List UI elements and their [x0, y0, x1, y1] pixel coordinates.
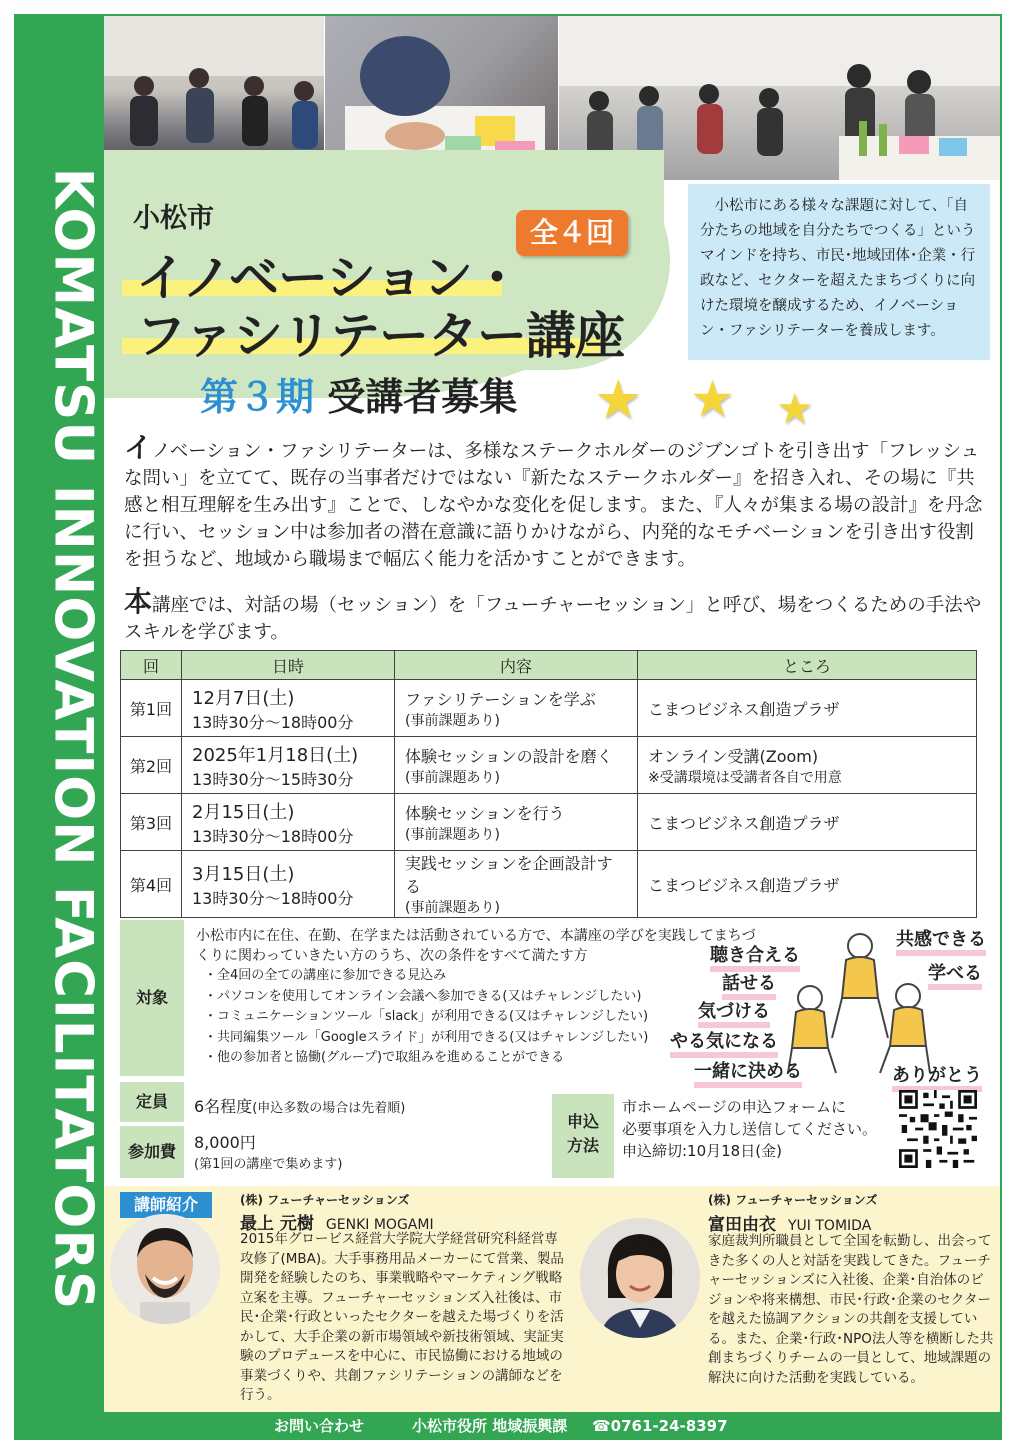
target-conditions — [196, 966, 696, 1069]
session-count-badge: 全４回 — [516, 210, 628, 256]
capacity-info — [194, 1094, 405, 1117]
session-datetime — [182, 851, 395, 918]
lecturer-tag: 講師紹介 — [120, 1192, 212, 1218]
list-item: ・ 共同編集ツール「Googleスライド」が利用できる(又はチャレンジしたい) — [196, 1028, 696, 1049]
lecturer-1-name-en: GENKI MOGAMI — [325, 1217, 434, 1233]
col-header-num: 回 — [121, 651, 182, 680]
fee-label: 参加費 — [120, 1126, 184, 1178]
star-icon: ★ — [594, 368, 643, 431]
session-place — [638, 680, 977, 737]
session-note: (事前課題あり) — [405, 900, 500, 916]
paragraph-2-text: 講座では、対話の場（セッション）を「フューチャーセッション」と呼び、場をつくるための手法やスキルを学びます。 — [124, 595, 982, 643]
lecturer-2-avatar — [580, 1218, 700, 1338]
lecturer-2-bio: 家庭裁判所職員として全国を転勤し、出会ってきた多くの人と対話を実践してきた。フューチャーセッションズに入社後、企業･自治体のビジョンや将来構想、市民･行政･企業のセクターを越えた協調アクションの共創を支援している。また、企業･行政･NPO法人等を横断した共創まちづくりチームの一員として、地域課題の解決に向けた活動を実践している。 — [708, 1233, 994, 1386]
keyword: 共感できる — [896, 930, 986, 956]
contact-info — [104, 1412, 1002, 1440]
keyword: 聴き合える — [710, 946, 800, 972]
session-note: (事前課題あり) — [405, 712, 500, 729]
col-header-date: 日時 — [182, 651, 395, 680]
fee-value: 8,000円 — [194, 1133, 256, 1152]
session-datetime — [182, 737, 395, 794]
contact-phone[interactable]: ☎0761-24-8397 — [592, 1417, 728, 1435]
lecturer-2-name-jp: 富田由衣 — [708, 1215, 776, 1235]
session-topic: 体験セッションを行う — [405, 803, 565, 823]
lecturer-2-company: (株) フューチャーセッションズ — [708, 1193, 878, 1207]
intro-text: 小松市にある様々な課題に対して、「自分たちの地域を自分たちでつくる」というマインドを持ち、市民･地域団体･企業・行政など、セクターを超えたまちづくりに向けた環境を醸成するため、イノベーション・ファシリテーターを養成します。 — [700, 198, 976, 339]
col-header-place: ところ — [638, 651, 977, 680]
session-time: 13時30分〜15時30分 — [192, 769, 354, 789]
lecturer-1-company: (株) フューチャーセッションズ — [240, 1193, 410, 1207]
session-time: 13時30分〜18時00分 — [192, 826, 354, 846]
contact-label: お問い合わせ — [274, 1417, 365, 1435]
session-topic: 実践セッションを企画設計する — [405, 854, 613, 896]
session-time: 13時30分〜18時00分 — [192, 712, 354, 732]
session-content — [395, 851, 638, 918]
star-icon: ★ — [776, 384, 814, 433]
recruit-period: 第３期 — [200, 375, 315, 419]
list-item: ・ パソコンを使用してオンライン会議へ参加できる(又はチャレンジしたい) — [196, 987, 696, 1008]
lecturer-2-name-en: YUI TOMIDA — [788, 1218, 872, 1234]
city-name: 小松市 — [133, 203, 214, 234]
keyword: 一緒に決める — [694, 1062, 802, 1088]
col-header-content: 内容 — [395, 651, 638, 680]
target-label: 対象 — [120, 920, 184, 1076]
session-num: 第1回 — [121, 680, 182, 737]
target-intro: 小松市内に在住、在勤、在学または活動されている方で、本講座の学びを実践してまちづくりに関わっていきたい方のうち、次の条件をすべて満たす方 — [196, 928, 756, 964]
session-place — [638, 737, 977, 794]
session-topic: ファシリテーションを学ぶ — [405, 689, 596, 709]
application-line1: 市ホームページの申込フォームに — [622, 1098, 846, 1116]
session-note: (事前課題あり) — [405, 769, 500, 786]
session-date: 3月15日(土) — [192, 863, 295, 885]
session-topic: 体験セッションの設計を磨く — [405, 746, 613, 766]
session-content — [395, 737, 638, 794]
session-num: 第3回 — [121, 794, 182, 851]
star-icon: ★ — [690, 370, 735, 428]
table-row — [121, 851, 977, 918]
capacity-label: 定員 — [120, 1082, 184, 1122]
schedule-table — [120, 650, 977, 918]
session-time: 13時30分〜18時00分 — [192, 888, 354, 908]
session-num: 第2回 — [121, 737, 182, 794]
lecturer-1-bio: 2015年グロービス経営大学院大学経営研究科経営専攻修了(MBA)。大手事務用品メーカーにて営業、製品開発を経験したのち、事業戦略やマーケティング戦略立案を主導。フューチャーセッションズ入社後は、市民･企業･行政といったセクターを越えた場づくりを活かして、大手企業の新市場領域や新技術領域、実証実験のプロデュースを中心に、市民協働における地域の事業づくりや、共創ファシリテーションの講師などを行う。 — [240, 1231, 564, 1403]
main-title-line2: ファシリテーター講座 — [136, 307, 624, 365]
capacity-note: (申込多数の場合は先着順) — [252, 1101, 406, 1116]
session-place-name: こまつビジネス創造プラザ — [648, 875, 840, 895]
session-content — [395, 794, 638, 851]
keyword: 気づける — [698, 1002, 770, 1028]
paragraph-1-lead: イ — [124, 431, 153, 464]
session-note: (事前課題あり) — [405, 826, 500, 843]
table-header-row — [121, 651, 977, 680]
application-deadline: 申込締切:10月18日(金) — [622, 1142, 782, 1160]
session-date: 2月15日(土) — [192, 801, 295, 823]
qr-code[interactable] — [899, 1090, 977, 1168]
session-content — [395, 680, 638, 737]
keyword: ありがとう — [892, 1066, 982, 1092]
table-row — [121, 680, 977, 737]
lecturer-1-avatar — [110, 1214, 220, 1324]
application-label-1: 申込 — [566, 1112, 599, 1131]
session-date: 2025年1月18日(土) — [192, 744, 359, 766]
list-item: ・ 他の参加者と協働(グループ)で取組みを進めることができる — [196, 1048, 696, 1069]
session-place-name: こまつビジネス創造プラザ — [648, 699, 840, 719]
application-info — [622, 1096, 877, 1162]
description-paragraph-2 — [124, 585, 984, 646]
session-place — [638, 794, 977, 851]
lecturer-1-name-jp: 最上 元樹 — [240, 1214, 314, 1234]
sidebar-title: KOMATSU INNOVATION FACILITATORS — [42, 167, 104, 1311]
session-num: 第4回 — [121, 851, 182, 918]
list-item: ・ コミュニケーションツール「slack」が利用できる(又はチャレンジしたい) — [196, 1007, 696, 1028]
right-border — [1000, 14, 1002, 1440]
application-line2: 必要事項を入力し送信してください。 — [622, 1120, 878, 1138]
recruit-heading — [200, 366, 517, 421]
keyword: 話せる — [722, 974, 776, 1000]
table-row — [121, 737, 977, 794]
description-paragraph-1 — [124, 431, 984, 573]
paragraph-1-text: ノベーション・ファシリテーターは、多様なステークホルダーのジブンゴトを引き出す「フレッシュな問い」を立てて、既存の当事者だけではない『新たなステークホルダー』を招き入れ、その場に『共感と相互理解を生み出す』ことで、しなやかな変化を促します。また、『人々が集まる場の設計』を丹念に行い、セッション中は参加者の潜在意識に語りかけながら、内発的なモチベーションを引き出す役割を担うなど、地域から職場まで幅広く能力を活かすことができます。 — [124, 441, 983, 570]
session-date: 12月7日(土) — [192, 687, 295, 709]
capacity-value: 6名程度 — [194, 1097, 253, 1116]
table-row — [121, 794, 977, 851]
application-label-2: 方法 — [566, 1136, 599, 1155]
recruit-text: 受講者募集 — [327, 375, 518, 419]
application-label — [552, 1094, 614, 1178]
session-place-name: オンライン受講(Zoom) — [648, 746, 819, 766]
session-datetime — [182, 794, 395, 851]
main-title-line1: イノベーション・ — [136, 249, 521, 307]
fee-note: (第1回の講座で集めます) — [194, 1157, 343, 1172]
sidebar-band — [14, 14, 104, 1440]
session-place-name: こまつビジネス創造プラザ — [648, 813, 840, 833]
session-place — [638, 851, 977, 918]
session-place-note: ※受講環境は受講者各自で用意 — [648, 769, 842, 786]
keyword: やる気になる — [670, 1032, 778, 1058]
session-datetime — [182, 680, 395, 737]
keyword: 学べる — [928, 964, 982, 990]
paragraph-2-lead: 本 — [124, 585, 153, 618]
fee-info — [194, 1130, 342, 1172]
contact-office: 小松市役所 地域振興課 — [412, 1417, 568, 1435]
intro-box — [688, 184, 990, 360]
list-item: ・ 全4回の全ての講座に参加できる見込み — [196, 966, 696, 987]
